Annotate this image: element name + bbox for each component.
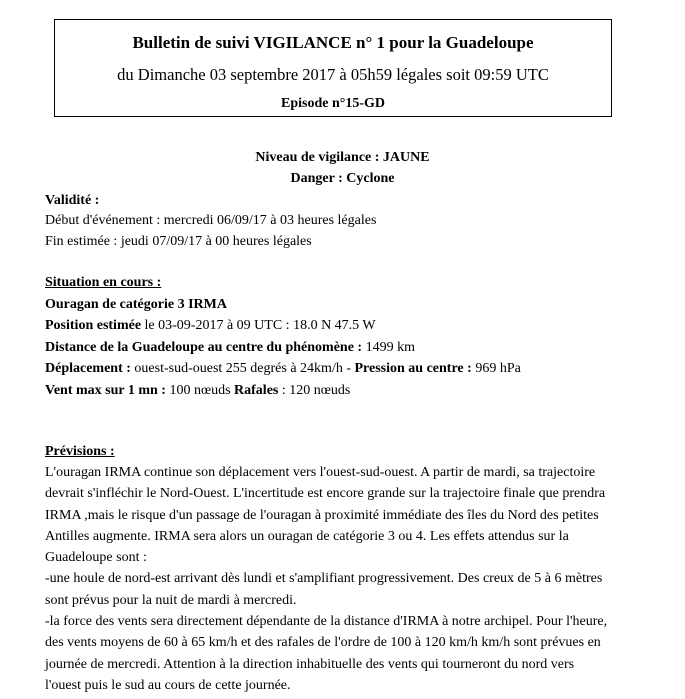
deplacement-label: Déplacement : [45,361,131,376]
validite-debut: Début d'événement : mercredi 06/09/17 à 03 heures légales [45,213,377,228]
previsions-line: L'ouragan IRMA continue son déplacement vers l'ouest-sud-ouest. A partir de mardi, sa trajectoire [45,465,596,480]
previsions-line: IRMA ,mais le risque d'un passage de l'ouragan à proximité immédiate des îles du Nord des petites [45,507,599,523]
distance-label: Distance de la Guadeloupe au centre du phénomène : [45,340,363,355]
previsions-text [45,462,645,696]
previsions-line: l'ouest puis le sud au cours de cette journée. [45,677,291,693]
rafales-label: Rafales [234,383,279,398]
previsions-line: journée de mercredi. Attention à la direction inhabituelle des vents qui tourneront du nord vers [45,656,575,672]
bulletin-date: du Dimanche 03 septembre 2017 à 05h59 légales soit 09:59 UTC [117,65,549,84]
episode-number: Episode n°15-GD [280,96,385,111]
validite-fin: Fin estimée : jeudi 07/09/17 à 00 heures légales [45,234,312,249]
deplacement-value: ouest-sud-ouest 255 degrés à 24km/h - [130,361,355,376]
position-value: le 03-09-2017 à 09 UTC : 18.0 N 47.5 W [141,318,376,333]
vent-value: 100 nœuds [165,383,235,398]
position-line [45,318,376,334]
storm-name: Ouragan de catégorie 3 IRMA [45,297,227,312]
vent-line [45,383,350,399]
position-label: Position estimée [45,318,142,333]
bulletin-header-box [54,19,612,117]
previsions-line: -une houle de nord-est arrivant dès lundi et s'amplifiant progressivement. Des creux de 5 à 6 mètres [45,571,603,587]
previsions-line: devrait s'infléchir le Nord-Ouest. L'incertitude est encore grande sur la trajectoire finale que prendra [45,486,606,502]
previsions-line: des vents moyens de 60 à 65 km/h et des rafales de l'ordre de 100 à 120 km/h km/h sont prévues en [45,635,601,651]
vigilance-level: Niveau de vigilance : JAUNE [255,150,430,165]
pression-label: Pression au centre : [354,361,472,376]
vent-label: Vent max sur 1 mn : [45,383,166,398]
deplacement-line [45,361,521,377]
distance-value: 1499 km [362,340,415,355]
situation-heading: Situation en cours : [45,275,162,290]
validite-heading: Validité : [45,193,100,208]
pression-value: 969 hPa [471,361,521,376]
rafales-value: : 120 nœuds [278,383,351,398]
distance-line [45,340,415,356]
previsions-line: Guadeloupe sont : [45,550,147,566]
previsions-line: sont prévus pour la nuit de mardi à mercredi. [45,592,297,608]
previsions-line: -la force des vents sera directement dépendante de la distance d'IRMA à notre archipel. Pour l'heure, [45,614,608,630]
previsions-heading: Prévisions : [45,444,115,459]
bulletin-title: Bulletin de suivi VIGILANCE n° 1 pour la Guadeloupe [132,33,534,52]
previsions-line: Antilles augmente. IRMA sera alors un ouragan de catégorie 3 ou 4. Les effets attendus sur la [45,528,569,544]
danger-type: Danger : Cyclone [290,171,395,186]
